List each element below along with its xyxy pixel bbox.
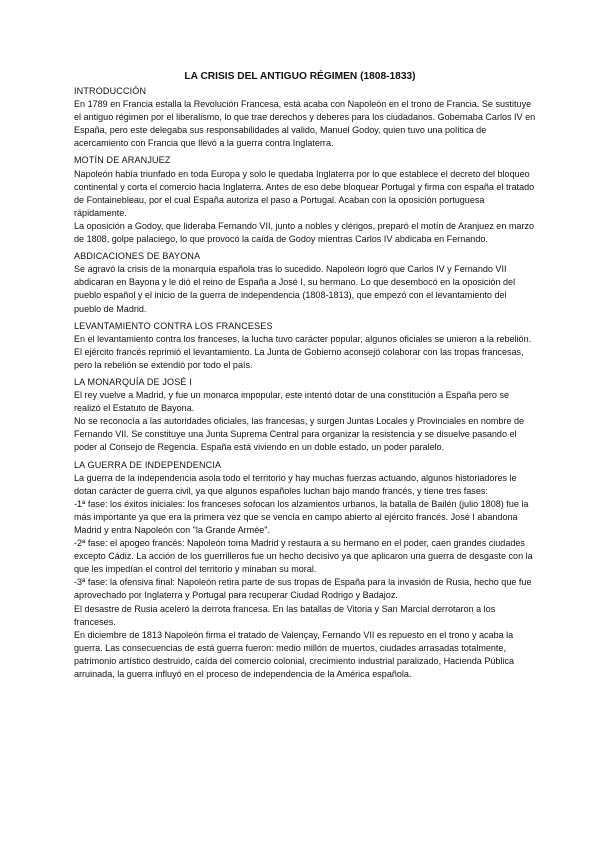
section-paragraph: La guerra de la independencia asola todo el territorio y hay muchas fuerzas actuando, algunos historiadores le dotan carácter de guerra civil, ya que algunos españoles luchan bajo mando francés, y tiene tres fases: xyxy=(74,472,517,496)
section-heading: LA MONARQUÍA DE JOSÉ I xyxy=(74,376,192,387)
document-section xyxy=(74,85,536,150)
document-section xyxy=(74,154,536,246)
section-paragraph: -3ª fase: la ofensiva final: Napoleón retira parte de sus tropas de España para la invasión de Rusia, hecho que fue aprovechado por Inglaterra y Portugal para recuperar Ciudad Rodrigo y Badajoz. xyxy=(74,577,532,601)
section-paragraph: En 1789 en Francia estalla la Revolución Francesa, está acaba con Napoleón en el trono de Francia. Se sustituye el antiguo régimen por el liberalismo, lo que trae derechos y deberes para los ciudadanos. Gobernaba Carlos IV en España, pero este delegaba sus responsabilidades al valido, Manuel Godoy, quien tuvo una política de acercamiento con Francia que llevó a la guerra contra Inglaterra. xyxy=(74,99,536,149)
section-heading: LEVANTAMIENTO CONTRA LOS FRANCESES xyxy=(74,320,273,331)
document-section xyxy=(74,376,536,455)
section-paragraph: -1ª fase: los éxitos iniciales: los franceses sofocan los alzamientos urbanos, la batalla de Bailén (julio 1808) fue la más importante ya que era la primera vez que se vencía en campo abierto al ejército francés. José I abandona Madrid y entra Napoleón con "la Grande Armée". xyxy=(74,498,529,535)
document-section xyxy=(74,320,536,372)
section-heading: MOTÍN DE ARANJUEZ xyxy=(74,155,171,166)
section-paragraph: En el levantamiento contra los franceses, la lucha tuvo carácter popular, algunos oficiales se unieron a la rebelión. El ejército francés reprimió el levantamiento. La Junta de Gobierno aconsejó colaborar con las tropas francesas, pero la rebelión se extendió por todo el país. xyxy=(74,333,532,370)
section-heading: INTRODUCCIÓN xyxy=(74,86,147,96)
section-paragraph: Napoleón había triunfado en toda Europa y solo le quedaba Inglaterra por lo que establece el decreto del bloqueo continental y corta el comercio hacia Inglaterra. Antes de eso debe bloquear Portugal y firma con españa el tratado de Fontainebleau, por el cual España autoriza el paso a Portugal. Acaban con la oposición portuguesa rápidamente. xyxy=(74,168,535,218)
document-body xyxy=(74,85,536,681)
section-paragraph: Se agravó la crisis de la monarquía española tras lo sucedido. Napoleón logró que Carlos IV y Fernando VII abdicaran en Bayona y le dió el reino de España a José I, su hermano. Lo que desembocó en la oposición del pueblo español y el inicio de la guerra de independencia (1808-1813), que empezó con el levantamiento del pueblo de Madrid. xyxy=(74,264,516,314)
section-paragraph: No se reconocía a las autoridades oficiales, las francesas, y surgen Juntas Locales y Provinciales en nombre de Fernando VII. Se constituye una Junta Suprema Central para organizar la resistencia y se disuelve pasando el poder al Consejo de Regencia. España está viviendo en un doble estado, un poder paralelo. xyxy=(74,416,525,453)
document-title: LA CRISIS DEL ANTIGUO RÉGIMEN (1808-1833) xyxy=(184,71,416,82)
section-heading: ABDICACIONES DE BAYONA xyxy=(74,251,201,262)
document-section xyxy=(74,250,536,315)
section-paragraph: El desastre de Rusia aceleró la derrota francesa. En las batallas de Vitoria y San Marcial derrotaron a los franceses. xyxy=(74,603,496,627)
section-paragraph: -2ª fase: el apogeo francés: Napoleón toma Madrid y restaura a su hermano en el poder, caen grandes ciudades excepto Cádiz. La acción de los guerrilleros fue un hecho decisivo ya que aplicaron una guerra de desgaste con la que les impedían el control del territorio y minaban su moral. xyxy=(74,538,533,575)
section-heading: LA GUERRA DE INDEPENDENCIA xyxy=(74,459,222,470)
section-paragraph: La oposición a Godoy, que lideraba Fernando VII, junto a nobles y clérigos, preparó el motín de Aranjuez en marzo de 1808, golpe palaciego, lo que provocó la caída de Godoy mientras Carlos IV abdicaba en Fernando. xyxy=(74,220,534,245)
section-paragraph: El rey vuelve a Madrid, y fue un monarca impopular, este intentó dotar de una constitución a España pero se realizó el Estatuto de Bayona. xyxy=(74,390,510,414)
section-paragraph: En diciembre de 1813 Napoleón firma el tratado de Valençay, Fernando VII es repuesto en el trono y acaba la guerra. Las consecuencias de está guerra fueron: medio millón de muertos, ciudades arrasadas totalmente, patrimonio artístico destruido, caída del comercio colonial, crecimiento industrial paralizado, Hacienda Pública arruinada, la guerra influyó en el proceso de independencia de la América española. xyxy=(74,629,515,680)
document-section xyxy=(74,459,536,682)
